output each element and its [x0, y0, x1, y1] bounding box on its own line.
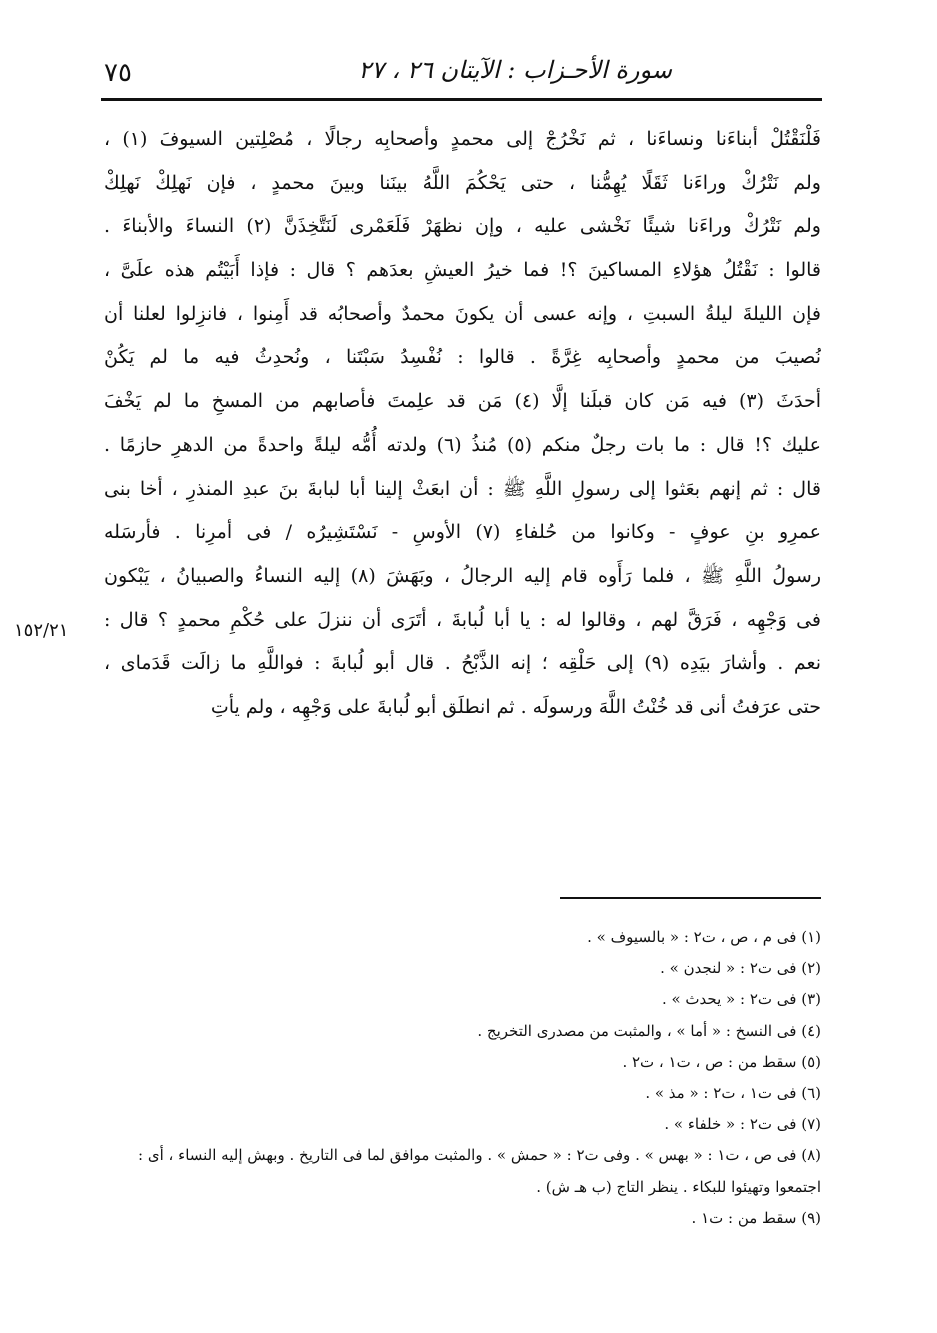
body-line: نُصيبَ من محمدٍ وأصحابِه غِرَّةً . قالوا : نُفْسِدُ سَبْتَنا ، ونُحدِثُ فيه ما لم يَكُنْ — [104, 346, 821, 369]
body-line: قالوا : نَقْتُلُ هؤلاءِ المساكينَ ؟! فما خيرُ العيشِ بعدَهم ؟ قال : فإذا أَبَيْتُم هذه علَىَّ ، — [104, 259, 821, 282]
body-line: فَلْنَقْتُلْ أبناءَنا ونساءَنا ، ثم نَخْرُجْ إلى محمدٍ وأصحابِه رجالًا ، مُصْلِتين السيوفَ (١) ، — [104, 128, 821, 150]
body-line: ولم نَتْرُكْ وراءَنا ثَقَلًا يُهِمُّنا ، حتى يَحْكُمَ اللَّهُ بينَنا وبينَ محمدٍ ، فإن نَهلِكْ نَهلِكْ — [104, 171, 821, 194]
footnote: (٢) فى ت٢ : « لنجدن » . — [660, 959, 821, 978]
footnotes — [104, 922, 821, 1234]
body-line: حتى عرَفتُ أنى قد خُنْتُ اللَّهَ ورسولَه . ثم انطلَق أبو لُبابةَ على وَجْهِه ، ولم يأتِ — [210, 695, 821, 718]
body-line: فى وَجْهِه ، فَرَقَّ لهم ، وقالوا له : يا أبا لُبابةَ ، أتَرَى أن ننزلَ على حُكْمِ محمدٍ ؟ قال : — [104, 608, 821, 631]
running-title: سورة الأحـزاب : الآيتان ٢٦ ، ٢٧ — [358, 56, 672, 84]
page-number: ٧٥ — [104, 58, 132, 88]
footnote: (٨) فى ص ، ت١ : « بهس » . وفى ت٢ : « حمش » . والمثبت موافق لما فى التاريخ . وبهش إليه النساء ، أى : — [138, 1146, 821, 1165]
footnote: (٦) فى ت١ ، ت٢ : « مذ » . — [645, 1083, 821, 1102]
footnote: اجتمعوا وتهيئوا للبكاء . ينظر التاج (ب هـ ش) . — [536, 1177, 821, 1196]
body-line: رسولُ اللَّهِ ﷺ ، فلما رَأَوه قام إليه الرجالُ ، وبَهَشَ (٨) إليه النساءُ والصبيانُ ، يَبْكون — [104, 564, 821, 587]
footnote-rule — [560, 897, 821, 899]
body-line: ولم نَتْرُكْ وراءَنا شيئًا نَخْشى عليه ، وإن نظهَرْ فَلَعَمْرى لَنَتَّخِذَنَّ (٢) النساءَ والأبناءَ . — [104, 215, 821, 238]
footnote: (٩) سقط من : ت١ . — [691, 1208, 821, 1227]
footnote: (١) فى م ، ص ، ت٢ : « بالسيوف » . — [587, 928, 821, 946]
header-rule — [101, 98, 822, 101]
body-line: فإن الليلةَ ليلةُ السبتِ ، وإنه عسى أن يكونَ محمدٌ وأصحابُه قد أَمِنوا ، فانزِلوا لعلنا أن — [104, 302, 821, 325]
footnote: (٧) فى ت٢ : « خلفاء » . — [664, 1115, 821, 1134]
footnote: (٤) فى النسخ : « أما » ، والمثبت من مصدرى التخريج . — [477, 1021, 821, 1040]
body-text — [104, 118, 821, 730]
footnote: (٥) سقط من : ص ، ت١ ، ت٢ . — [622, 1052, 821, 1071]
body-line: نعم . وأشارَ بيَدِه (٩) إلى حَلْقِه ؛ إنه الذَّبْحُ . قال أبو لُبابةَ : فواللَّهِ ما زالَت قَدَماى ، — [104, 652, 821, 675]
footnote: (٣) فى ت٢ : « يحدث » . — [661, 990, 821, 1009]
page-header — [100, 50, 822, 95]
body-line: عمرِو بنِ عوفٍ - وكانوا من حُلفاءِ (٧) الأوسِ - نَسْتَشِيرُه / فى أمرِنا . فأرسَله — [104, 521, 821, 544]
body-line: عليك ؟! قال : ما بات رجلٌ منكم (٥) مُنذُ (٦) ولدته أُمُّه ليلةً واحدةً من الدهرِ حازمًا . — [104, 433, 821, 456]
body-line: قال : ثم إنهم بعَثوا إلى رسولِ اللَّهِ ﷺ : أن ابعَثْ إلينا أبا لبابةَ بنَ عبدِ المنذرِ ، أخا بنى — [104, 477, 821, 500]
margin-reference: ١٥٢/٢١ — [14, 620, 69, 641]
body-line: أحدَثَ (٣) فيه مَن كان قبلَنا إلَّا (٤) مَن قد علِمتَ فأصابهم من المسخِ ما لم يَخْفَ — [104, 390, 821, 413]
